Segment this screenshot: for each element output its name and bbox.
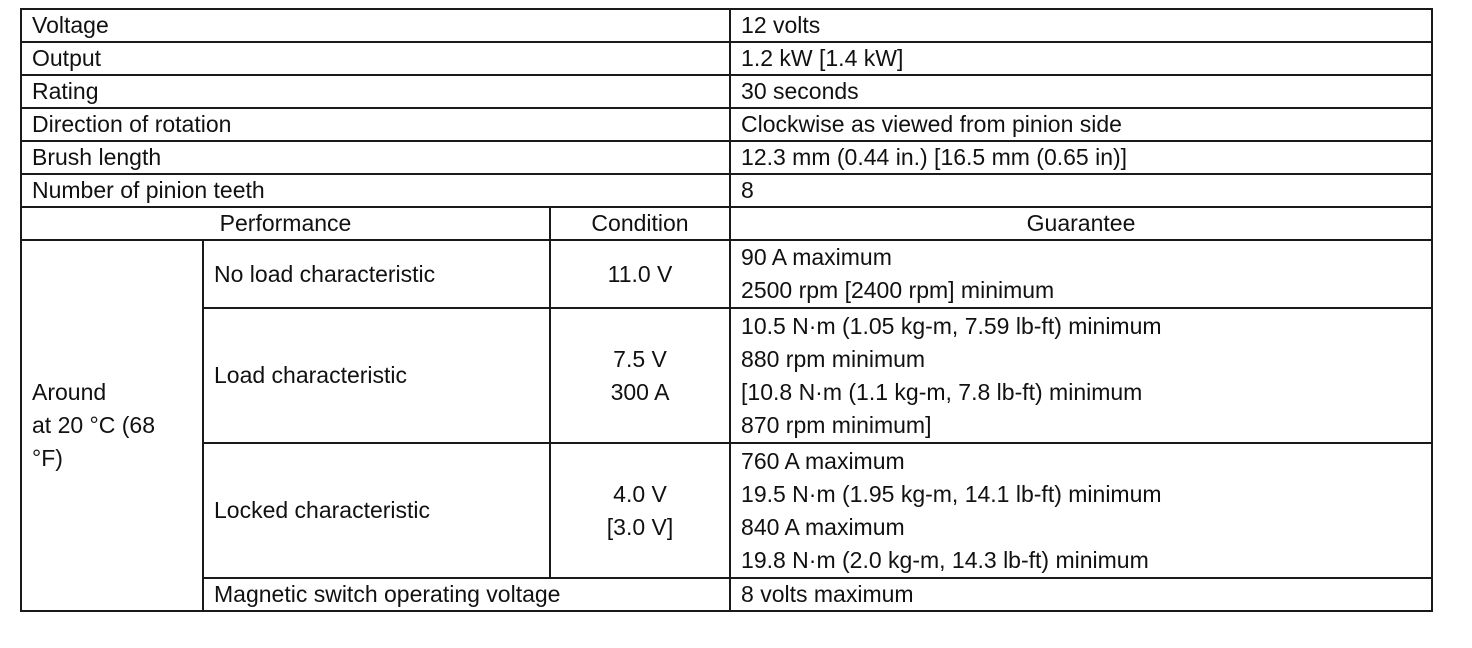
magnetic-switch-label: Magnetic switch operating voltage <box>203 578 730 611</box>
table-row <box>21 578 1432 611</box>
spec-label: Output <box>21 42 730 75</box>
condition-line: [3.0 V] <box>606 513 674 540</box>
table-row <box>21 443 1432 578</box>
spec-value: 12 volts <box>730 9 1432 42</box>
spec-label: Rating <box>21 75 730 108</box>
condition-line: 7.5 V <box>613 345 667 372</box>
condition-value <box>550 240 730 308</box>
performance-label: Load characteristic <box>203 308 550 443</box>
condition-line: 300 A <box>610 378 670 405</box>
spec-value: 12.3 mm (0.44 in.) [16.5 mm (0.65 in)] <box>730 141 1432 174</box>
guarantee-line: [10.8 N·m (1.1 kg-m, 7.8 lb-ft) minimum <box>741 378 1143 405</box>
performance-label: No load characteristic <box>203 240 550 308</box>
table-row <box>21 75 1432 108</box>
guarantee-line: 19.5 N·m (1.95 kg-m, 14.1 lb-ft) minimum <box>741 480 1162 507</box>
guarantee-line: 10.5 N·m (1.05 kg-m, 7.59 lb-ft) minimum <box>741 312 1162 339</box>
performance-label: Locked characteristic <box>203 443 550 578</box>
magnetic-switch-value: 8 volts maximum <box>730 578 1432 611</box>
guarantee-line: 880 rpm minimum <box>741 345 926 372</box>
starter-spec-table <box>20 8 1433 612</box>
guarantee-line: 870 rpm minimum] <box>741 411 932 438</box>
guarantee-line: 19.8 N·m (2.0 kg-m, 14.3 lb-ft) minimum <box>741 546 1149 573</box>
spec-label: Voltage <box>21 9 730 42</box>
table-header-row <box>21 207 1432 240</box>
spec-label: Direction of rotation <box>21 108 730 141</box>
guarantee-line: 760 A maximum <box>741 447 905 474</box>
guarantee-line: 840 A maximum <box>741 513 905 540</box>
condition-line: 4.0 V <box>613 480 667 507</box>
table-row <box>21 141 1432 174</box>
spec-value: 1.2 kW [1.4 kW] <box>730 42 1432 75</box>
temperature-condition-cell <box>21 240 203 611</box>
temperature-line: °F) <box>32 445 63 471</box>
performance-header: Performance <box>21 207 550 240</box>
guarantee-value <box>730 240 1432 308</box>
temperature-line: at 20 °C (68 <box>32 412 155 438</box>
temperature-line: Around <box>32 379 107 405</box>
table-row <box>21 240 1432 308</box>
spec-value: Clockwise as viewed from pinion side <box>730 108 1432 141</box>
table-row <box>21 174 1432 207</box>
spec-value: 8 <box>730 174 1432 207</box>
table-row <box>21 9 1432 42</box>
table-row <box>21 108 1432 141</box>
guarantee-value <box>730 308 1432 443</box>
spec-value: 30 seconds <box>730 75 1432 108</box>
spec-label: Brush length <box>21 141 730 174</box>
table-row <box>21 308 1432 443</box>
table-row <box>21 42 1432 75</box>
condition-value <box>550 443 730 578</box>
condition-value <box>550 308 730 443</box>
spec-label: Number of pinion teeth <box>21 174 730 207</box>
condition-header: Condition <box>550 207 730 240</box>
guarantee-value <box>730 443 1432 578</box>
guarantee-line: 90 A maximum <box>741 244 892 270</box>
guarantee-header: Guarantee <box>730 207 1432 240</box>
condition-line: 11.0 V <box>607 260 673 287</box>
guarantee-line: 2500 rpm [2400 rpm] minimum <box>741 277 1055 303</box>
